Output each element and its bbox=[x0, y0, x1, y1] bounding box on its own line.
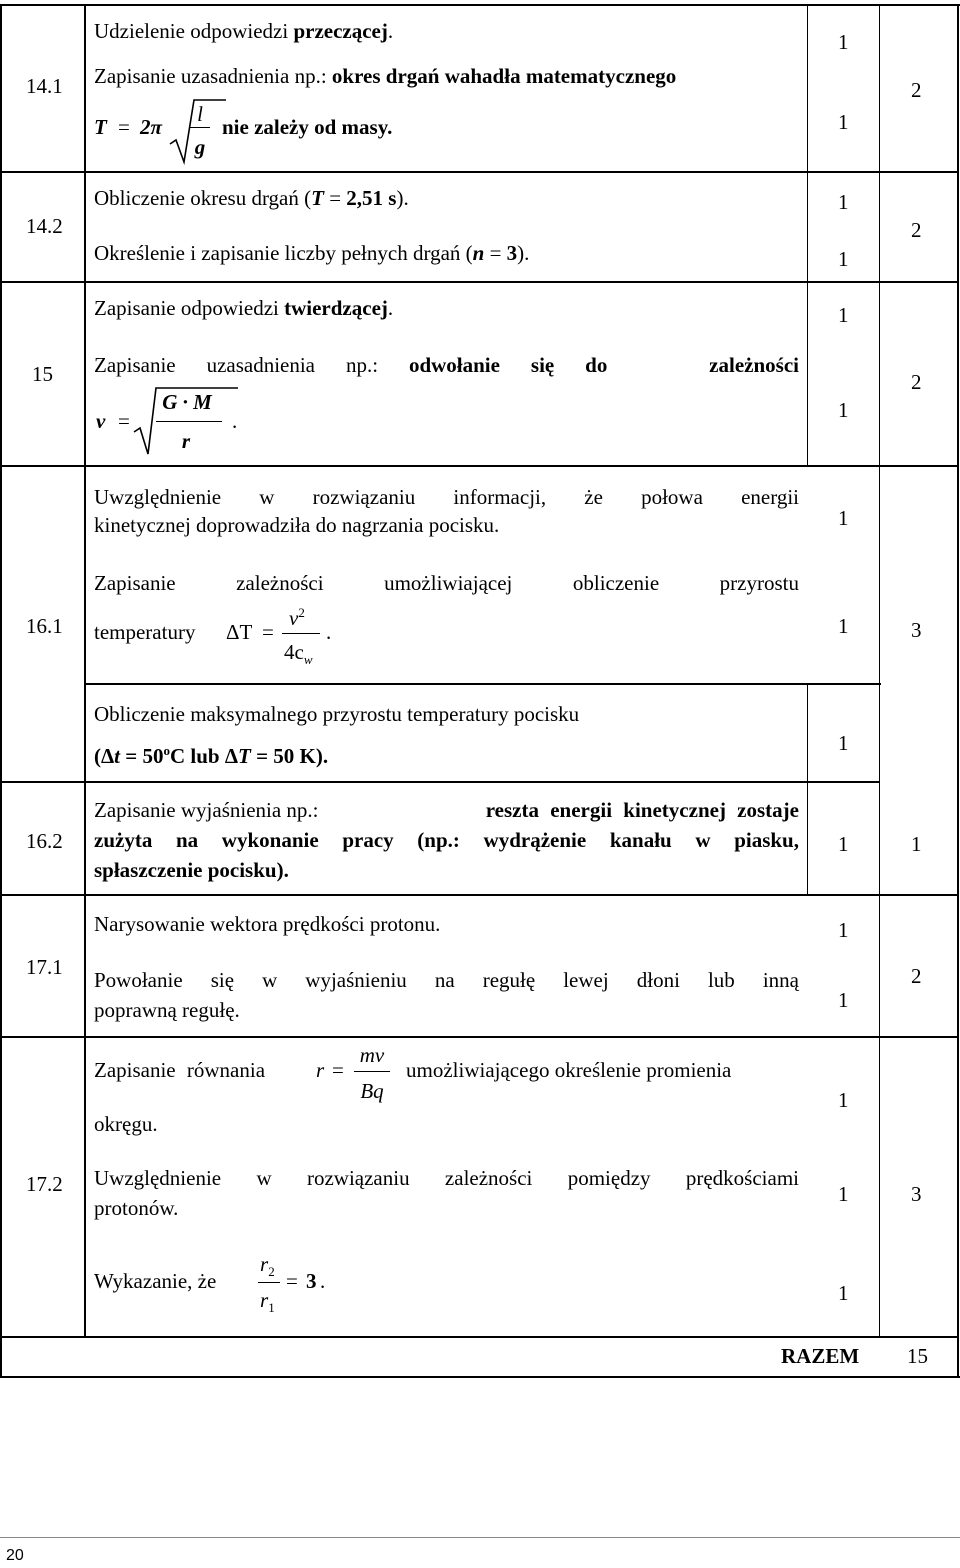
row-sep-16-1 bbox=[0, 781, 880, 783]
formula-ratio-eq: = bbox=[286, 1269, 298, 1293]
formula-period-num: l bbox=[197, 102, 203, 126]
summary-value: 15 bbox=[907, 1344, 928, 1368]
col-sep-criteria-b bbox=[807, 684, 808, 894]
points-15-a: 1 bbox=[838, 303, 849, 327]
col-sep-label bbox=[84, 4, 86, 1337]
criterion-16-1-b-pre: temperatury bbox=[94, 620, 196, 644]
total-16-2: 1 bbox=[911, 832, 922, 856]
points-14-2-b: 1 bbox=[838, 247, 849, 271]
criterion-17-2-a-line2: okręgu. bbox=[94, 1112, 158, 1136]
page-number: 20 bbox=[6, 1547, 24, 1564]
points-15-b: 1 bbox=[838, 398, 849, 422]
criterion-17-1-b-line2: poprawną regułę. bbox=[94, 998, 240, 1022]
criterion-16-2-line3: spłaszczenie pocisku). bbox=[94, 858, 289, 882]
formula-period-eq: = bbox=[118, 115, 130, 139]
criterion-17-2-b-line1: Uwzględnienie w rozwiązaniu zależności pomiędzy prędkościami bbox=[94, 1166, 799, 1190]
criterion-14-1-b: Zapisanie uzasadnienia np.: okres drgań wahadła matematycznego bbox=[94, 64, 677, 88]
formula-speed-num: G · M bbox=[162, 390, 212, 414]
formula-radius-num: mv bbox=[359, 1043, 385, 1067]
formula-period-tail: nie zależy od masy. bbox=[222, 115, 393, 139]
points-17-2-a: 1 bbox=[838, 1088, 849, 1112]
criterion-16-1-c-line1: Obliczenie maksymalnego przyrostu temperatury pocisku bbox=[94, 702, 580, 726]
formula-radius-den: Bq bbox=[360, 1079, 384, 1103]
formula-dt-den: $4c_w$ bbox=[284, 640, 313, 668]
formula-radius-eq: = bbox=[332, 1058, 344, 1082]
criterion-16-2-line2: zużyta na wykonanie pracy (np.: wydrążenie kanału w piasku, bbox=[94, 828, 799, 852]
row-sep-14-1 bbox=[0, 171, 959, 173]
fraction-bar-l-g bbox=[190, 127, 210, 128]
total-14-1: 2 bbox=[911, 78, 922, 102]
row-label-14-2: 14.2 bbox=[26, 214, 63, 238]
criterion-16-2-line1: Zapisanie wyjaśnienia np.: reszta energii kinetycznej zostaje bbox=[94, 798, 799, 822]
fraction-bar-gm-r bbox=[156, 421, 222, 422]
criterion-15-b: Zapisanie uzasadnienia np.: odwołanie się do zależności bbox=[94, 353, 799, 377]
criterion-16-1-b-line1: Zapisanie zależności umożliwiającej obliczenie przyrostu bbox=[94, 571, 799, 595]
row-sep-15 bbox=[0, 465, 959, 467]
points-14-1-b: 1 bbox=[838, 110, 849, 134]
criterion-17-2-a-pre: Zapisanie równania bbox=[94, 1058, 266, 1082]
points-14-1-a: 1 bbox=[838, 30, 849, 54]
formula-dt-num: $v^2$ bbox=[289, 605, 305, 630]
criterion-17-1-a: Narysowanie wektora prędkości protonu. bbox=[94, 912, 441, 936]
formula-dt-lhs: ΔT bbox=[226, 620, 253, 644]
formula-dt-tail: . bbox=[326, 620, 332, 644]
fraction-bar-radius bbox=[354, 1071, 390, 1072]
row-label-15: 15 bbox=[32, 362, 53, 386]
formula-period-coef: 2π bbox=[140, 115, 162, 139]
points-14-2-a: 1 bbox=[838, 190, 849, 214]
points-16-1-c: 1 bbox=[838, 731, 849, 755]
row-label-14-1: 14.1 bbox=[26, 74, 63, 98]
points-16-1-b: 1 bbox=[838, 614, 849, 638]
formula-speed-den: r bbox=[181, 429, 191, 453]
row-sep-17-2 bbox=[0, 1336, 959, 1338]
total-15: 2 bbox=[911, 370, 922, 394]
formula-ratio-val: 3 bbox=[306, 1269, 317, 1293]
formula-speed-tail: . bbox=[232, 409, 238, 433]
total-16-1: 3 bbox=[911, 618, 922, 642]
formula-speed-eq: = bbox=[118, 409, 130, 433]
criterion-14-1-a: Udzielenie odpowiedzi przeczącej. bbox=[94, 19, 394, 43]
criterion-17-2-c-pre: Wykazanie, że bbox=[94, 1269, 217, 1293]
formula-ratio-den: $r_1$ bbox=[260, 1288, 275, 1316]
formula-period-lhs: T bbox=[94, 115, 107, 139]
row-sep-16-2 bbox=[0, 894, 959, 896]
table-border-bottom bbox=[0, 1376, 960, 1378]
fraction-bar-dt bbox=[282, 633, 320, 634]
summary-label: RAZEM bbox=[781, 1344, 860, 1368]
criterion-17-2-b-line2: protonów. bbox=[94, 1196, 179, 1220]
points-17-2-c: 1 bbox=[838, 1281, 849, 1305]
fraction-bar-ratio bbox=[258, 1282, 280, 1283]
criterion-14-2-b: Określenie i zapisanie liczby pełnych drgań (n = 3). bbox=[94, 241, 530, 265]
criterion-17-1-b-line1: Powołanie się w wyjaśnieniu na regułę lewej dłoni lub inną bbox=[94, 968, 799, 992]
table-border-right bbox=[957, 4, 959, 1378]
row-label-17-1: 17.1 bbox=[26, 955, 63, 979]
formula-ratio-tail: . bbox=[320, 1269, 326, 1293]
points-17-1-a: 1 bbox=[838, 918, 849, 942]
points-17-1-b: 1 bbox=[838, 988, 849, 1012]
formula-period-den: g bbox=[194, 135, 206, 159]
points-17-2-b: 1 bbox=[838, 1182, 849, 1206]
table-border-left bbox=[0, 4, 2, 1378]
criterion-15-a: Zapisanie odpowiedzi twierdzącej. bbox=[94, 296, 394, 320]
criterion-16-1-a-line1: Uwzględnienie w rozwiązaniu informacji, że połowa energii bbox=[94, 485, 799, 509]
row-label-16-2: 16.2 bbox=[26, 829, 63, 853]
row-label-17-2: 17.2 bbox=[26, 1172, 63, 1196]
total-17-1: 2 bbox=[911, 964, 922, 988]
criterion-17-2-a-post: umożliwiającego określenie promienia bbox=[406, 1058, 732, 1082]
criterion-14-2-a: Obliczenie okresu drgań (T = 2,51 s). bbox=[94, 186, 409, 210]
total-17-2: 3 bbox=[911, 1182, 922, 1206]
col-sep-points bbox=[879, 4, 880, 1337]
row-sep-16-1-mid bbox=[84, 683, 881, 685]
footer-rule bbox=[0, 1537, 960, 1538]
formula-radius-lhs: r bbox=[316, 1058, 325, 1082]
col-sep-criteria-a bbox=[807, 4, 808, 465]
points-16-1-a: 1 bbox=[838, 506, 849, 530]
row-label-16-1: 16.1 bbox=[26, 614, 63, 638]
table-border-top bbox=[0, 4, 960, 6]
row-sep-14-2 bbox=[0, 281, 959, 283]
total-14-2: 2 bbox=[911, 218, 922, 242]
formula-ratio-num: $r_2$ bbox=[260, 1252, 275, 1280]
formula-dt-eq: = bbox=[262, 620, 274, 644]
formula-speed-lhs: v bbox=[96, 409, 106, 433]
criterion-16-1-c-line2: ($\Delta t = 50^oC$ lub ΔT = 50 K). bbox=[94, 743, 329, 768]
row-sep-17-1 bbox=[0, 1036, 959, 1038]
points-16-2: 1 bbox=[838, 832, 849, 856]
criterion-16-1-a-line2: kinetycznej doprowadziła do nagrzania pocisku. bbox=[94, 513, 500, 537]
